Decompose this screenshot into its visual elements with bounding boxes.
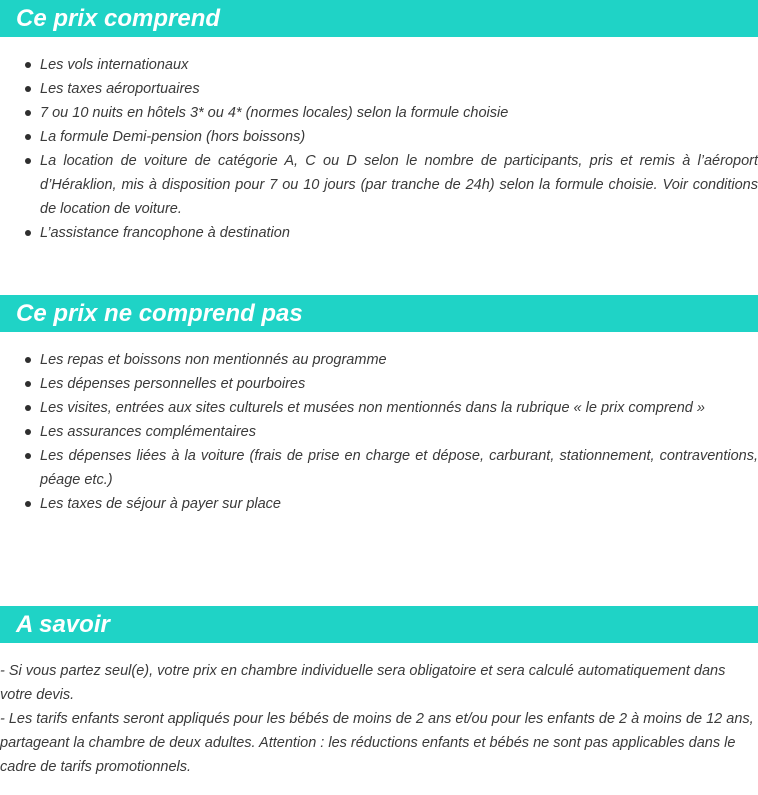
included-list [0,53,758,245]
list-item-text: La formule Demi-pension (hors boissons) [40,129,306,145]
info-paragraph-children: - Les tarifs enfants seront appliqués pour les bébés de moins de 2 ans et/ou pour les enfants de 2 à moins de 12 ans, partageant la chambre de deux adultes. Attention : les réductions enfants et bébés ne sont pas applicables dans le cadre de tarifs promotionnels. [0,711,754,775]
list-item [0,348,758,372]
section-header-info: A savoir [0,606,758,643]
info-paragraph-single: - Si vous partez seul(e), votre prix en chambre individuelle sera obligatoire et sera calculé automatiquement dans votre devis. [0,663,726,703]
list-item-text: Les repas et boissons non mentionnés au programme [40,352,387,368]
bullet-icon [25,405,31,411]
list-item-text: La location de voiture de catégorie A, C ou D selon le nombre de participants, pris et remis à l’aéroport d’Héraklion, mis à disposition pour 7 ou 10 jours (par tranche de 24h) selon la formule choisie. Voir conditions de location de voiture. [40,153,758,217]
list-item [0,149,758,221]
list-item-text: Les dépenses personnelles et pourboires [40,376,306,392]
list-item [0,77,758,101]
list-item [0,372,758,396]
bullet-icon [25,230,31,236]
list-item-text: Les assurances complémentaires [40,424,256,440]
list-item [0,221,758,245]
list-item [0,396,758,420]
bullet-icon [25,86,31,92]
list-item-text: Les visites, entrées aux sites culturels et musées non mentionnés dans la rubrique « le prix comprend » [40,400,705,416]
list-item [0,492,758,516]
info-notes [0,659,758,779]
list-item-text: L’assistance francophone à destination [40,225,290,241]
section-header-excluded: Ce prix ne comprend pas [0,295,758,332]
list-item-text: 7 ou 10 nuits en hôtels 3* ou 4* (normes locales) selon la formule choisie [40,105,509,121]
list-item [0,53,758,77]
bullet-icon [25,158,31,164]
list-item [0,125,758,149]
bullet-icon [25,381,31,387]
bullet-icon [25,501,31,507]
list-item-text: Les vols internationaux [40,57,189,73]
list-item-text: Les taxes aéroportuaires [40,81,200,97]
section-header-included: Ce prix comprend [0,0,758,37]
excluded-list [0,348,758,516]
bullet-icon [25,429,31,435]
list-item [0,101,758,125]
bullet-icon [25,453,31,459]
bullet-icon [25,110,31,116]
list-item-text: Les dépenses liées à la voiture (frais de prise en charge et dépose, carburant, stationnement, contraventions, péage etc.) [40,448,758,488]
bullet-icon [25,62,31,68]
list-item-text: Les taxes de séjour à payer sur place [40,496,281,512]
list-item [0,444,758,492]
bullet-icon [25,357,31,363]
list-item [0,420,758,444]
bullet-icon [25,134,31,140]
